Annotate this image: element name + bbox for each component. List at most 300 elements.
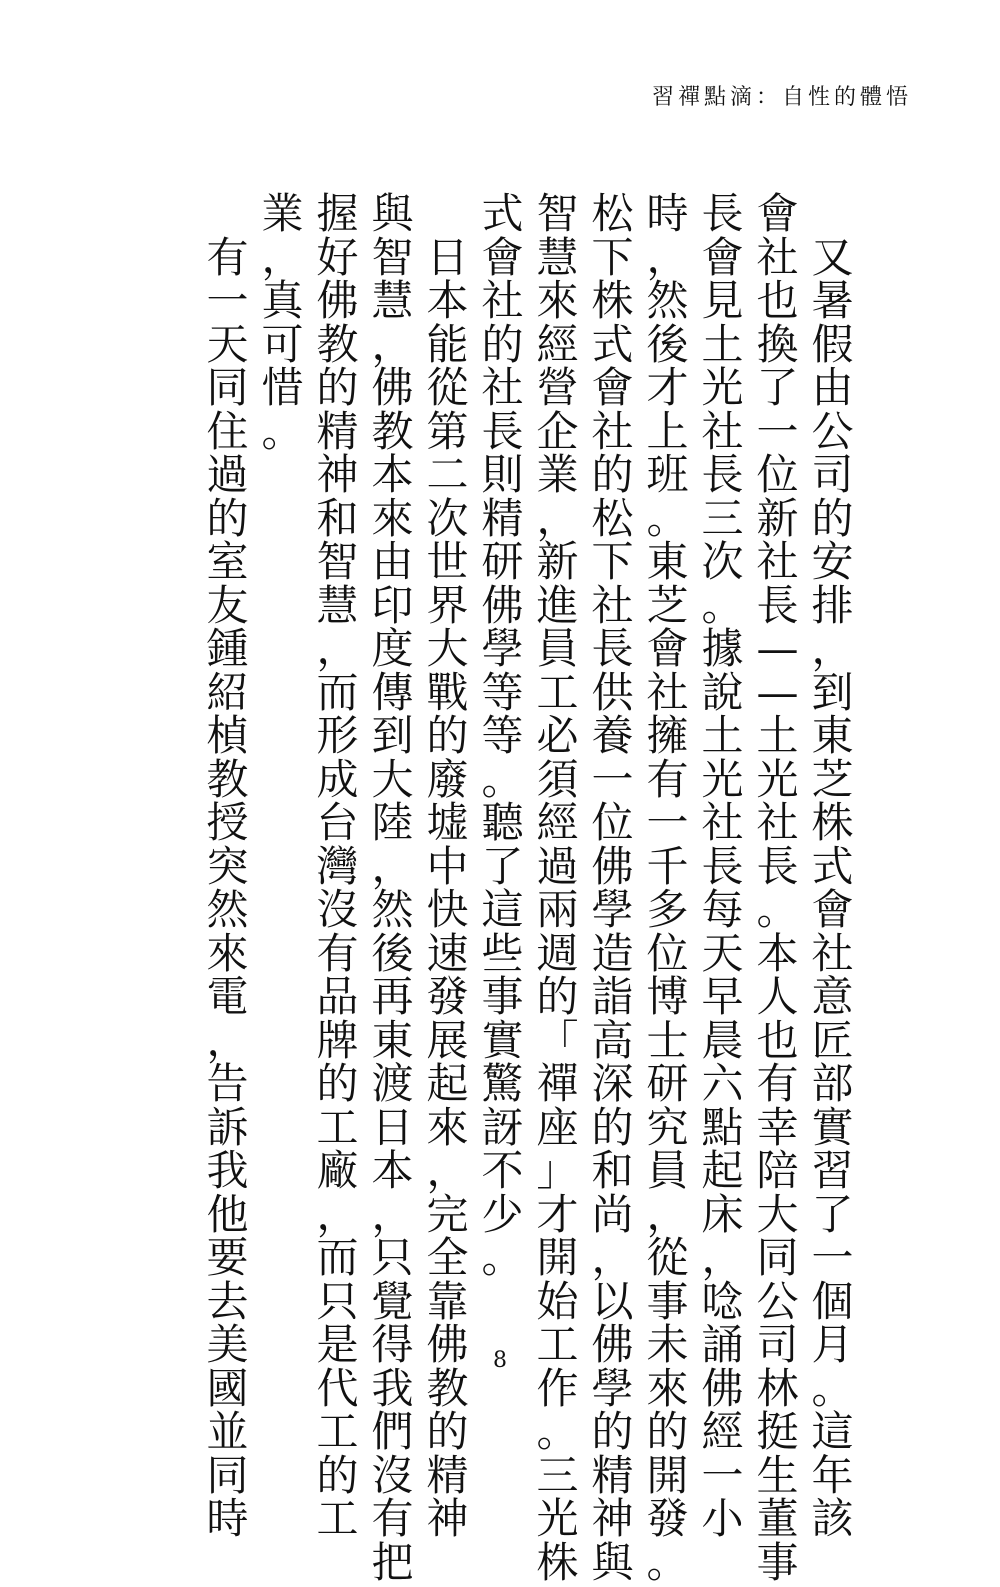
text-glyph: 工 <box>536 1320 579 1369</box>
text-glyph: 有 <box>316 928 359 978</box>
text-glyph: ， <box>316 624 359 673</box>
text-glyph: 我 <box>371 1363 414 1413</box>
text-glyph: 佛 <box>316 276 359 325</box>
text-glyph: 三 <box>536 1450 579 1500</box>
text-glyph: 的 <box>591 1407 634 1456</box>
text-glyph: 的 <box>426 1407 469 1456</box>
text-glyph: 精 <box>481 493 524 543</box>
text-glyph: 也 <box>756 276 799 325</box>
text-glyph: 光 <box>701 363 744 412</box>
text-glyph: 發 <box>426 972 469 1021</box>
text-glyph: 佛 <box>591 1320 634 1369</box>
text-glyph: 教 <box>426 1363 469 1413</box>
text-glyph: 的 <box>316 363 359 412</box>
text-column <box>750 189 805 1587</box>
text-glyph: 了 <box>811 1189 854 1239</box>
text-glyph: 不 <box>481 1146 524 1195</box>
text-glyph: 光 <box>701 754 744 804</box>
text-glyph: 「 <box>536 1015 579 1065</box>
text-glyph: 月 <box>811 1320 854 1369</box>
text-glyph: 得 <box>371 1320 414 1369</box>
text-glyph: 形 <box>316 711 359 760</box>
text-glyph: 高 <box>591 1015 634 1065</box>
text-glyph: 後 <box>371 928 414 978</box>
text-glyph: 是 <box>316 1320 359 1369</box>
text-glyph: 社 <box>756 232 799 282</box>
text-glyph: 社 <box>701 406 744 456</box>
text-glyph: 全 <box>426 1233 469 1282</box>
text-glyph: 式 <box>481 189 524 238</box>
text-glyph: 。 <box>811 1363 854 1413</box>
text-glyph: 多 <box>646 885 689 934</box>
text-glyph: 到 <box>811 667 854 717</box>
text-glyph: 土 <box>701 319 744 369</box>
text-glyph: 天 <box>206 319 249 369</box>
text-glyph: 社 <box>811 928 854 978</box>
text-glyph: 部 <box>811 1059 854 1108</box>
text-glyph: 才 <box>536 1189 579 1239</box>
text-glyph: 陸 <box>371 798 414 847</box>
text-glyph: 社 <box>481 363 524 412</box>
text-glyph: 靠 <box>426 1276 469 1326</box>
text-glyph: 佛 <box>701 1363 744 1413</box>
text-glyph: 可 <box>261 319 304 369</box>
text-glyph: 由 <box>811 363 854 412</box>
text-glyph: 長 <box>701 189 744 238</box>
text-column <box>640 189 695 1587</box>
text-glyph: 社 <box>591 580 634 630</box>
text-glyph: 三 <box>701 493 744 543</box>
text-glyph: 速 <box>426 928 469 978</box>
text-glyph: 學 <box>591 885 634 934</box>
text-glyph: 智 <box>316 537 359 586</box>
text-glyph: 下 <box>591 537 634 586</box>
text-glyph: 然 <box>371 885 414 934</box>
text-glyph: 座 <box>536 1102 579 1152</box>
text-glyph: 第 <box>426 406 469 456</box>
text-glyph: 我 <box>206 1146 249 1195</box>
text-glyph: 社 <box>646 667 689 717</box>
text-glyph: 的 <box>536 972 579 1021</box>
text-glyph: 日 <box>426 232 469 282</box>
text-glyph: 界 <box>426 580 469 630</box>
text-glyph: 一 <box>206 276 249 325</box>
text-glyph: 的 <box>646 1407 689 1456</box>
text-glyph: 東 <box>371 1015 414 1065</box>
text-glyph <box>809 192 857 236</box>
text-glyph: 班 <box>646 450 689 499</box>
text-glyph: 的 <box>811 493 854 543</box>
text-glyph: 本 <box>371 1146 414 1195</box>
text-glyph: 社 <box>701 798 744 847</box>
text-glyph: 次 <box>701 537 744 586</box>
text-glyph: 本 <box>426 276 469 325</box>
text-glyph: 床 <box>701 1189 744 1239</box>
text-glyph: 並 <box>206 1407 249 1456</box>
text-glyph: 世 <box>426 537 469 586</box>
text-glyph: 的 <box>481 319 524 369</box>
text-glyph: 快 <box>426 885 469 934</box>
text-glyph: 室 <box>206 537 249 586</box>
text-glyph: 佛 <box>371 363 414 412</box>
text-glyph: 週 <box>536 928 579 978</box>
text-glyph: 和 <box>316 493 359 543</box>
text-glyph: 沒 <box>371 1450 414 1500</box>
text-column <box>530 189 585 1587</box>
text-glyph: ， <box>371 1189 414 1239</box>
text-glyph: 告 <box>206 1059 249 1108</box>
text-glyph: 排 <box>811 580 854 630</box>
text-glyph: 研 <box>646 1059 689 1108</box>
text-glyph: 學 <box>481 624 524 673</box>
text-glyph: 而 <box>316 667 359 717</box>
text-glyph: 。 <box>646 493 689 543</box>
text-glyph: 。 <box>261 406 304 456</box>
text-glyph: 住 <box>206 406 249 456</box>
text-glyph: 從 <box>426 363 469 412</box>
text-glyph: 精 <box>591 1450 634 1500</box>
text-column <box>255 189 310 1322</box>
text-glyph: 業 <box>536 450 579 499</box>
text-glyph: 。 <box>481 1233 524 1282</box>
text-glyph: 芝 <box>811 754 854 804</box>
text-glyph: 社 <box>591 406 634 456</box>
text-glyph: 學 <box>591 1363 634 1413</box>
text-glyph: 東 <box>646 537 689 586</box>
text-glyph: 究 <box>646 1102 689 1152</box>
text-glyph: 光 <box>756 754 799 804</box>
text-glyph: 從 <box>646 1233 689 1282</box>
text-glyph: 一 <box>811 1233 854 1282</box>
text-glyph: 說 <box>701 667 744 717</box>
text-glyph: — <box>756 667 799 717</box>
text-glyph: 員 <box>646 1146 689 1195</box>
text-glyph: 研 <box>481 537 524 586</box>
text-glyph: 中 <box>426 841 469 891</box>
text-glyph: 去 <box>206 1276 249 1326</box>
text-glyph: 品 <box>316 972 359 1021</box>
text-glyph: 式 <box>811 841 854 891</box>
text-glyph: 才 <box>646 363 689 412</box>
text-glyph <box>424 192 472 236</box>
text-glyph: 意 <box>811 972 854 1021</box>
text-glyph: 來 <box>536 276 579 325</box>
text-glyph: 陪 <box>756 1146 799 1195</box>
text-glyph: 佛 <box>591 841 634 891</box>
text-glyph: 廠 <box>316 1146 359 1195</box>
text-glyph: 教 <box>206 754 249 804</box>
text-glyph: 生 <box>756 1450 799 1500</box>
text-glyph: 然 <box>646 276 689 325</box>
text-glyph: 公 <box>756 1276 799 1326</box>
text-glyph: 電 <box>206 972 249 1021</box>
text-glyph: 度 <box>371 624 414 673</box>
text-glyph: 墟 <box>426 798 469 847</box>
text-glyph: 須 <box>536 754 579 804</box>
text-glyph: 下 <box>591 232 634 282</box>
text-glyph: 據 <box>701 624 744 673</box>
text-glyph: 公 <box>811 406 854 456</box>
text-glyph: 一 <box>756 406 799 456</box>
text-glyph: 進 <box>536 580 579 630</box>
text-glyph: 長 <box>481 406 524 456</box>
text-glyph: 長 <box>756 841 799 891</box>
text-glyph: 事 <box>646 1276 689 1326</box>
text-glyph: ， <box>371 319 414 369</box>
text-glyph: 的 <box>316 1059 359 1108</box>
text-column <box>310 189 365 1543</box>
text-glyph: 慧 <box>536 232 579 282</box>
text-glyph: 成 <box>316 754 359 804</box>
text-column <box>420 192 475 1543</box>
text-glyph: 始 <box>536 1276 579 1326</box>
text-glyph: ， <box>536 493 579 543</box>
text-glyph: 習 <box>811 1146 854 1195</box>
text-glyph: 林 <box>756 1363 799 1413</box>
text-glyph: 來 <box>206 928 249 978</box>
text-glyph: 司 <box>756 1320 799 1369</box>
text-glyph: 企 <box>536 406 579 456</box>
text-glyph: 神 <box>316 450 359 499</box>
text-glyph: 長 <box>756 580 799 630</box>
text-glyph: 鍾 <box>206 624 249 673</box>
text-glyph: 實 <box>811 1102 854 1152</box>
text-glyph: 大 <box>426 624 469 673</box>
text-glyph: 實 <box>481 1015 524 1065</box>
text-glyph: 小 <box>701 1494 744 1543</box>
text-glyph: 土 <box>701 711 744 760</box>
text-glyph: 少 <box>481 1189 524 1239</box>
text-glyph: 大 <box>371 754 414 804</box>
text-glyph: ， <box>206 1015 249 1065</box>
text-glyph: 株 <box>811 798 854 847</box>
text-glyph: 二 <box>426 450 469 499</box>
text-glyph: ， <box>261 232 304 282</box>
text-column <box>695 189 750 1543</box>
text-glyph: 養 <box>591 711 634 760</box>
text-glyph: 教 <box>316 319 359 369</box>
text-glyph: 的 <box>591 450 634 499</box>
text-glyph: 智 <box>371 232 414 282</box>
text-glyph: 楨 <box>206 711 249 760</box>
text-glyph: 了 <box>481 841 524 891</box>
text-glyph: 一 <box>646 798 689 847</box>
text-glyph: 」 <box>536 1146 579 1195</box>
text-glyph: 過 <box>206 450 249 499</box>
text-glyph: 千 <box>646 841 689 891</box>
text-glyph: 握 <box>316 189 359 238</box>
text-glyph: 會 <box>811 885 854 934</box>
text-glyph: 慧 <box>316 580 359 630</box>
running-header: 習禪點滴：自性的體悟 <box>651 85 912 110</box>
text-glyph: 上 <box>646 406 689 456</box>
text-glyph: 士 <box>646 1015 689 1065</box>
text-glyph: 同 <box>756 1233 799 1282</box>
text-glyph: 友 <box>206 580 249 630</box>
text-glyph: ， <box>811 624 854 673</box>
text-glyph: 位 <box>646 928 689 978</box>
text-glyph: 同 <box>206 1450 249 1500</box>
body-text <box>140 189 860 1587</box>
text-glyph: 本 <box>756 928 799 978</box>
text-glyph: 的 <box>591 1102 634 1152</box>
text-glyph: 晨 <box>701 1015 744 1065</box>
text-glyph: 作 <box>536 1363 579 1413</box>
text-glyph: 印 <box>371 580 414 630</box>
text-glyph: 等 <box>481 667 524 717</box>
text-glyph: 則 <box>481 450 524 499</box>
text-glyph: 幸 <box>756 1102 799 1152</box>
text-glyph: 些 <box>481 928 524 978</box>
text-column <box>200 192 255 1543</box>
text-glyph: 灣 <box>316 841 359 891</box>
text-glyph: 經 <box>701 1407 744 1456</box>
text-glyph: 過 <box>536 841 579 891</box>
text-glyph: 社 <box>756 537 799 586</box>
text-glyph: 點 <box>701 1102 744 1152</box>
text-glyph: 會 <box>756 189 799 238</box>
text-glyph: 暑 <box>811 276 854 325</box>
text-glyph: 教 <box>371 406 414 456</box>
text-glyph: 慧 <box>371 276 414 325</box>
text-glyph: 廢 <box>426 754 469 804</box>
text-glyph <box>204 192 252 236</box>
text-glyph: 日 <box>371 1102 414 1152</box>
text-glyph: 神 <box>591 1494 634 1543</box>
text-glyph: 經 <box>536 319 579 369</box>
text-glyph: 精 <box>316 406 359 456</box>
text-glyph: 智 <box>536 189 579 238</box>
text-glyph: 唸 <box>701 1276 744 1326</box>
text-glyph: 假 <box>811 319 854 369</box>
text-glyph: 安 <box>811 537 854 586</box>
text-glyph: 的 <box>206 493 249 543</box>
text-glyph: 見 <box>701 276 744 325</box>
text-glyph: 深 <box>591 1059 634 1108</box>
text-glyph: 天 <box>701 928 744 978</box>
text-glyph: 供 <box>591 667 634 717</box>
text-glyph: 必 <box>536 711 579 760</box>
text-glyph: 早 <box>701 972 744 1021</box>
text-glyph: 工 <box>536 667 579 717</box>
text-glyph: ， <box>701 1233 744 1282</box>
text-glyph: 授 <box>206 798 249 847</box>
text-glyph: 戰 <box>426 667 469 717</box>
text-glyph: 由 <box>371 537 414 586</box>
text-glyph: 博 <box>646 972 689 1021</box>
text-glyph: 次 <box>426 493 469 543</box>
text-glyph: 同 <box>206 363 249 412</box>
text-glyph: 傳 <box>371 667 414 717</box>
text-glyph: 株 <box>591 276 634 325</box>
text-glyph: 詣 <box>591 972 634 1021</box>
text-glyph: 。 <box>646 1537 689 1587</box>
text-glyph: 兩 <box>536 885 579 934</box>
text-glyph: 來 <box>646 1363 689 1413</box>
text-glyph: 光 <box>536 1494 579 1543</box>
text-glyph: 式 <box>591 319 634 369</box>
text-glyph: 又 <box>811 232 854 282</box>
text-glyph: 與 <box>371 189 414 238</box>
text-glyph: 台 <box>316 798 359 847</box>
text-column <box>365 189 420 1587</box>
text-glyph: 一 <box>591 754 634 804</box>
text-glyph: 司 <box>811 450 854 499</box>
text-glyph: 位 <box>591 798 634 847</box>
text-glyph: 芝 <box>646 580 689 630</box>
text-glyph: 董 <box>756 1494 799 1543</box>
text-glyph: 員 <box>536 624 579 673</box>
text-glyph: 覺 <box>371 1276 414 1326</box>
text-glyph: 新 <box>756 493 799 543</box>
text-glyph: 年 <box>811 1450 854 1500</box>
text-glyph: 會 <box>701 232 744 282</box>
text-glyph: 長 <box>701 841 744 891</box>
text-glyph: 個 <box>811 1276 854 1326</box>
text-glyph: 驚 <box>481 1059 524 1108</box>
text-column <box>805 192 860 1543</box>
text-glyph: 能 <box>426 319 469 369</box>
text-glyph: 新 <box>536 537 579 586</box>
text-glyph: 該 <box>811 1494 854 1543</box>
text-glyph: 完 <box>426 1189 469 1239</box>
text-glyph: 代 <box>316 1363 359 1413</box>
text-glyph: 尚 <box>591 1189 634 1239</box>
text-glyph: 土 <box>756 711 799 760</box>
text-glyph: 等 <box>481 711 524 760</box>
text-glyph: 挺 <box>756 1407 799 1456</box>
text-glyph: 起 <box>426 1059 469 1108</box>
text-glyph: ， <box>646 232 689 282</box>
page-number: 8 <box>493 1348 507 1373</box>
text-glyph: 有 <box>756 1059 799 1108</box>
text-glyph: 到 <box>371 711 414 760</box>
text-glyph: 工 <box>316 1102 359 1152</box>
text-glyph: 訴 <box>206 1102 249 1152</box>
text-glyph: 有 <box>206 232 249 282</box>
text-glyph: 牌 <box>316 1015 359 1065</box>
text-glyph: 社 <box>481 276 524 325</box>
text-glyph: ， <box>316 1189 359 1239</box>
text-glyph: 以 <box>591 1276 634 1326</box>
text-glyph: 營 <box>536 363 579 412</box>
text-glyph: 神 <box>426 1494 469 1543</box>
text-glyph: 訝 <box>481 1102 524 1152</box>
text-glyph: 東 <box>811 711 854 760</box>
text-glyph: 只 <box>316 1276 359 1326</box>
text-glyph: 大 <box>756 1189 799 1239</box>
text-glyph: 這 <box>811 1407 854 1456</box>
text-glyph: 一 <box>701 1450 744 1500</box>
text-glyph: 開 <box>646 1450 689 1500</box>
text-glyph: 好 <box>316 232 359 282</box>
text-glyph: 時 <box>646 189 689 238</box>
text-glyph: 真 <box>261 276 304 325</box>
text-glyph: 開 <box>536 1233 579 1282</box>
text-glyph: 的 <box>316 1450 359 1500</box>
text-glyph: 本 <box>371 450 414 499</box>
text-glyph: 展 <box>426 1015 469 1065</box>
text-glyph: ， <box>371 841 414 891</box>
text-glyph: 松 <box>591 189 634 238</box>
text-column <box>585 189 640 1587</box>
text-glyph: 經 <box>536 798 579 847</box>
text-glyph: 會 <box>591 363 634 412</box>
text-glyph: 人 <box>756 972 799 1021</box>
text-glyph: 來 <box>371 493 414 543</box>
text-glyph: 禪 <box>536 1059 579 1108</box>
text-glyph: 時 <box>206 1494 249 1543</box>
